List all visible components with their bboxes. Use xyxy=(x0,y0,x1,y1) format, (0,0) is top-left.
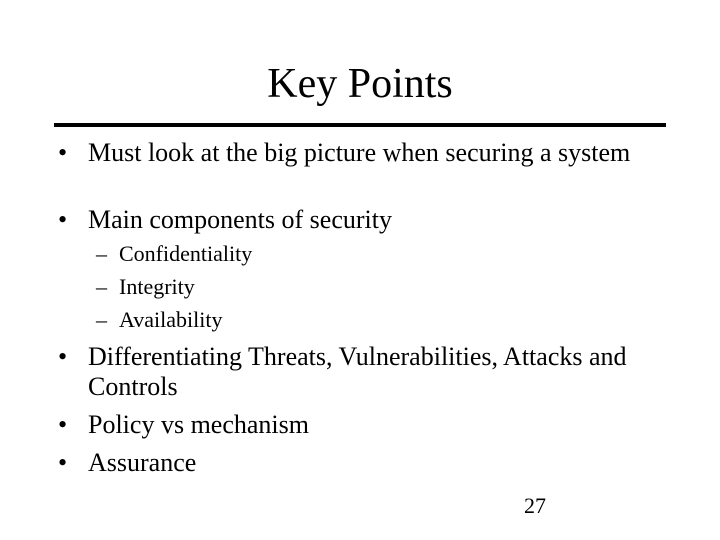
bullet-text: Differentiating Threats, Vulnerabilities, Attacks and Controls xyxy=(88,342,627,401)
page-number: 27 xyxy=(524,493,546,518)
bullet-item xyxy=(58,342,638,402)
bullet-item xyxy=(58,410,638,440)
bullet-icon: • xyxy=(58,205,68,234)
bullet-icon: • xyxy=(58,410,68,439)
bullet-item xyxy=(58,138,638,168)
bullet-icon: • xyxy=(58,138,68,167)
bullet-text: Assurance xyxy=(88,448,197,477)
bullet-text: Policy vs mechanism xyxy=(88,410,309,439)
bullet-text: Main components of security xyxy=(88,205,392,234)
dash-icon: – xyxy=(96,241,107,266)
bullet-item xyxy=(58,448,638,478)
bullet-text: Must look at the big picture when securing a system xyxy=(88,138,631,167)
sub-bullet-item xyxy=(96,241,252,267)
bullet-item xyxy=(58,205,638,235)
sub-bullet-item xyxy=(96,307,222,333)
sub-bullet-text: Availability xyxy=(119,307,223,332)
bullet-icon: • xyxy=(58,342,68,371)
bullet-icon: • xyxy=(58,448,68,477)
sub-bullet-text: Confidentiality xyxy=(119,241,253,266)
dash-icon: – xyxy=(96,307,107,332)
title-divider xyxy=(54,123,666,127)
sub-bullet-item xyxy=(96,274,195,300)
slide-title: Key Points xyxy=(267,61,453,107)
sub-bullet-text: Integrity xyxy=(119,274,195,299)
dash-icon: – xyxy=(96,274,107,299)
